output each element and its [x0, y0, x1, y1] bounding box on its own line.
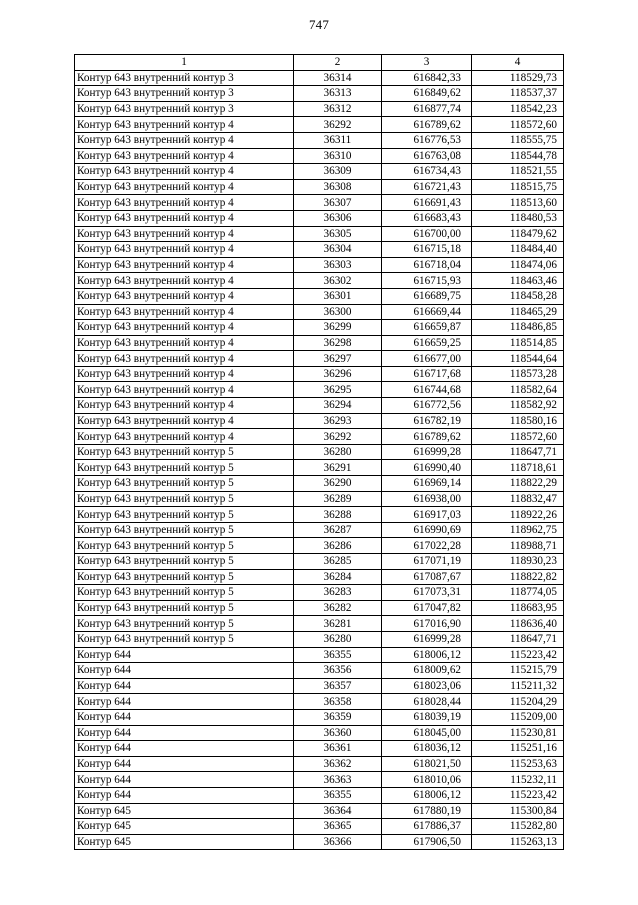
x-coordinate-cell: 618010,06	[382, 772, 472, 788]
point-number-cell: 36310	[294, 148, 382, 164]
point-number-cell: 36298	[294, 335, 382, 351]
table-body	[75, 70, 564, 850]
y-coordinate-cell: 118479,62	[472, 226, 564, 242]
contour-name-cell: Контур 643 внутренний контур 3	[75, 101, 294, 117]
y-coordinate-cell: 118474,06	[472, 257, 564, 273]
y-coordinate-cell: 118529,73	[472, 70, 564, 86]
point-number-cell: 36296	[294, 366, 382, 382]
table-row	[75, 117, 564, 133]
contour-name-cell: Контур 643 внутренний контур 4	[75, 210, 294, 226]
point-number-cell: 36355	[294, 647, 382, 663]
point-number-cell: 36292	[294, 429, 382, 445]
point-number-cell: 36293	[294, 413, 382, 429]
table-row	[75, 195, 564, 211]
x-coordinate-cell: 616721,43	[382, 179, 472, 195]
x-coordinate-cell: 617022,28	[382, 538, 472, 554]
point-number-cell: 36308	[294, 179, 382, 195]
table-row	[75, 585, 564, 601]
point-number-cell: 36297	[294, 351, 382, 367]
x-coordinate-cell: 618006,12	[382, 647, 472, 663]
contour-name-cell: Контур 643 внутренний контур 3	[75, 86, 294, 102]
x-coordinate-cell: 616683,43	[382, 210, 472, 226]
table-row	[75, 616, 564, 632]
contour-name-cell: Контур 643 внутренний контур 4	[75, 164, 294, 180]
x-coordinate-cell: 616772,56	[382, 398, 472, 414]
contour-name-cell: Контур 644	[75, 741, 294, 757]
point-number-cell: 36358	[294, 694, 382, 710]
y-coordinate-cell: 118465,29	[472, 304, 564, 320]
table-row	[75, 335, 564, 351]
x-coordinate-cell: 617016,90	[382, 616, 472, 632]
x-coordinate-cell: 617906,50	[382, 834, 472, 850]
contour-name-cell: Контур 645	[75, 834, 294, 850]
table-row	[75, 242, 564, 258]
y-coordinate-cell: 115230,81	[472, 725, 564, 741]
x-coordinate-cell: 616990,40	[382, 460, 472, 476]
point-number-cell: 36301	[294, 288, 382, 304]
table-header-row	[75, 55, 564, 71]
table-row	[75, 429, 564, 445]
x-coordinate-cell: 616938,00	[382, 491, 472, 507]
contour-name-cell: Контур 644	[75, 725, 294, 741]
contour-name-cell: Контур 643 внутренний контур 4	[75, 351, 294, 367]
x-coordinate-cell: 616669,44	[382, 304, 472, 320]
contour-name-cell: Контур 644	[75, 678, 294, 694]
table-row	[75, 86, 564, 102]
y-coordinate-cell: 118718,61	[472, 460, 564, 476]
x-coordinate-cell: 616877,74	[382, 101, 472, 117]
point-number-cell: 36307	[294, 195, 382, 211]
y-coordinate-cell: 118463,46	[472, 273, 564, 289]
table-row	[75, 756, 564, 772]
x-coordinate-cell: 616715,18	[382, 242, 472, 258]
y-coordinate-cell: 118582,92	[472, 398, 564, 414]
y-coordinate-cell: 118647,71	[472, 631, 564, 647]
y-coordinate-cell: 115300,84	[472, 803, 564, 819]
table-row	[75, 366, 564, 382]
y-coordinate-cell: 118774,05	[472, 585, 564, 601]
contour-name-cell: Контур 643 внутренний контур 5	[75, 569, 294, 585]
x-coordinate-cell: 616691,43	[382, 195, 472, 211]
y-coordinate-cell: 115223,42	[472, 787, 564, 803]
y-coordinate-cell: 115215,79	[472, 663, 564, 679]
table-row	[75, 132, 564, 148]
point-number-cell: 36285	[294, 554, 382, 570]
y-coordinate-cell: 118544,64	[472, 351, 564, 367]
point-number-cell: 36363	[294, 772, 382, 788]
table-row	[75, 834, 564, 850]
x-coordinate-cell: 617886,37	[382, 819, 472, 835]
x-coordinate-cell: 618023,06	[382, 678, 472, 694]
point-number-cell: 36312	[294, 101, 382, 117]
point-number-cell: 36314	[294, 70, 382, 86]
x-coordinate-cell: 616659,25	[382, 335, 472, 351]
point-number-cell: 36280	[294, 444, 382, 460]
contour-name-cell: Контур 643 внутренний контур 4	[75, 148, 294, 164]
y-coordinate-cell: 118988,71	[472, 538, 564, 554]
point-number-cell: 36309	[294, 164, 382, 180]
x-coordinate-cell: 616715,93	[382, 273, 472, 289]
table-row	[75, 772, 564, 788]
x-coordinate-cell: 616734,43	[382, 164, 472, 180]
table-row	[75, 741, 564, 757]
table-row	[75, 538, 564, 554]
point-number-cell: 36286	[294, 538, 382, 554]
point-number-cell: 36305	[294, 226, 382, 242]
y-coordinate-cell: 118962,75	[472, 522, 564, 538]
contour-name-cell: Контур 643 внутренний контур 4	[75, 257, 294, 273]
contour-name-cell: Контур 643 внутренний контур 4	[75, 320, 294, 336]
table-row	[75, 101, 564, 117]
contour-name-cell: Контур 644	[75, 694, 294, 710]
x-coordinate-cell: 618006,12	[382, 787, 472, 803]
contour-name-cell: Контур 643 внутренний контур 4	[75, 335, 294, 351]
table-row	[75, 398, 564, 414]
x-coordinate-cell: 616677,00	[382, 351, 472, 367]
y-coordinate-cell: 118832,47	[472, 491, 564, 507]
contour-name-cell: Контур 643 внутренний контур 5	[75, 631, 294, 647]
contour-name-cell: Контур 644	[75, 709, 294, 725]
table-row	[75, 164, 564, 180]
point-number-cell: 36280	[294, 631, 382, 647]
contour-name-cell: Контур 643 внутренний контур 5	[75, 522, 294, 538]
x-coordinate-cell: 618009,62	[382, 663, 472, 679]
contour-name-cell: Контур 644	[75, 756, 294, 772]
x-coordinate-cell: 618045,00	[382, 725, 472, 741]
point-number-cell: 36302	[294, 273, 382, 289]
table-row	[75, 444, 564, 460]
column-header-3: 3	[382, 55, 472, 71]
point-number-cell: 36311	[294, 132, 382, 148]
y-coordinate-cell: 115251,16	[472, 741, 564, 757]
column-header-2: 2	[294, 55, 382, 71]
point-number-cell: 36362	[294, 756, 382, 772]
y-coordinate-cell: 115209,00	[472, 709, 564, 725]
contour-name-cell: Контур 643 внутренний контур 4	[75, 413, 294, 429]
x-coordinate-cell: 618036,12	[382, 741, 472, 757]
point-number-cell: 36313	[294, 86, 382, 102]
point-number-cell: 36281	[294, 616, 382, 632]
table-row	[75, 694, 564, 710]
point-number-cell: 36284	[294, 569, 382, 585]
x-coordinate-cell: 616776,53	[382, 132, 472, 148]
contour-name-cell: Контур 645	[75, 819, 294, 835]
x-coordinate-cell: 616849,62	[382, 86, 472, 102]
contour-name-cell: Контур 643 внутренний контур 5	[75, 444, 294, 460]
x-coordinate-cell: 616763,08	[382, 148, 472, 164]
table-row	[75, 678, 564, 694]
point-number-cell: 36290	[294, 476, 382, 492]
table-row	[75, 522, 564, 538]
contour-name-cell: Контур 643 внутренний контур 5	[75, 585, 294, 601]
y-coordinate-cell: 118822,29	[472, 476, 564, 492]
table-row	[75, 210, 564, 226]
table-row	[75, 476, 564, 492]
x-coordinate-cell: 616782,19	[382, 413, 472, 429]
point-number-cell: 36299	[294, 320, 382, 336]
y-coordinate-cell: 118537,37	[472, 86, 564, 102]
x-coordinate-cell: 617073,31	[382, 585, 472, 601]
y-coordinate-cell: 118572,60	[472, 429, 564, 445]
table-row	[75, 787, 564, 803]
point-number-cell: 36287	[294, 522, 382, 538]
x-coordinate-cell: 618021,50	[382, 756, 472, 772]
y-coordinate-cell: 118572,60	[472, 117, 564, 133]
contour-name-cell: Контур 643 внутренний контур 5	[75, 507, 294, 523]
page-number: 747	[308, 17, 330, 32]
point-number-cell: 36356	[294, 663, 382, 679]
contour-name-cell: Контур 643 внутренний контур 4	[75, 366, 294, 382]
y-coordinate-cell: 118480,53	[472, 210, 564, 226]
table-row	[75, 554, 564, 570]
column-header-4: 4	[472, 55, 564, 71]
table-row	[75, 70, 564, 86]
table-row	[75, 148, 564, 164]
x-coordinate-cell: 618039,19	[382, 709, 472, 725]
contour-name-cell: Контур 643 внутренний контур 5	[75, 554, 294, 570]
contour-name-cell: Контур 643 внутренний контур 5	[75, 491, 294, 507]
point-number-cell: 36306	[294, 210, 382, 226]
point-number-cell: 36359	[294, 709, 382, 725]
contour-name-cell: Контур 644	[75, 772, 294, 788]
point-number-cell: 36291	[294, 460, 382, 476]
coordinates-table	[74, 54, 564, 850]
x-coordinate-cell: 617880,19	[382, 803, 472, 819]
x-coordinate-cell: 617047,82	[382, 600, 472, 616]
y-coordinate-cell: 118930,23	[472, 554, 564, 570]
y-coordinate-cell: 118573,28	[472, 366, 564, 382]
y-coordinate-cell: 118922,26	[472, 507, 564, 523]
y-coordinate-cell: 118513,60	[472, 195, 564, 211]
contour-name-cell: Контур 643 внутренний контур 4	[75, 226, 294, 242]
table-row	[75, 304, 564, 320]
x-coordinate-cell: 616744,68	[382, 382, 472, 398]
contour-name-cell: Контур 645	[75, 803, 294, 819]
y-coordinate-cell: 115204,29	[472, 694, 564, 710]
table-row	[75, 819, 564, 835]
point-number-cell: 36364	[294, 803, 382, 819]
point-number-cell: 36357	[294, 678, 382, 694]
table-row	[75, 413, 564, 429]
y-coordinate-cell: 118822,82	[472, 569, 564, 585]
y-coordinate-cell: 118521,55	[472, 164, 564, 180]
table-row	[75, 257, 564, 273]
y-coordinate-cell: 118647,71	[472, 444, 564, 460]
point-number-cell: 36304	[294, 242, 382, 258]
x-coordinate-cell: 616969,14	[382, 476, 472, 492]
table-row	[75, 709, 564, 725]
point-number-cell: 36283	[294, 585, 382, 601]
contour-name-cell: Контур 644	[75, 663, 294, 679]
x-coordinate-cell: 617087,67	[382, 569, 472, 585]
table-row	[75, 460, 564, 476]
contour-name-cell: Контур 643 внутренний контур 4	[75, 242, 294, 258]
y-coordinate-cell: 118555,75	[472, 132, 564, 148]
table-row	[75, 382, 564, 398]
table-row	[75, 803, 564, 819]
table-row	[75, 647, 564, 663]
point-number-cell: 36282	[294, 600, 382, 616]
x-coordinate-cell: 616999,28	[382, 444, 472, 460]
contour-name-cell: Контур 643 внутренний контур 4	[75, 273, 294, 289]
x-coordinate-cell: 616718,04	[382, 257, 472, 273]
table-row	[75, 663, 564, 679]
x-coordinate-cell: 618028,44	[382, 694, 472, 710]
table-row	[75, 179, 564, 195]
y-coordinate-cell: 115223,42	[472, 647, 564, 663]
x-coordinate-cell: 616999,28	[382, 631, 472, 647]
y-coordinate-cell: 118514,85	[472, 335, 564, 351]
point-number-cell: 36365	[294, 819, 382, 835]
y-coordinate-cell: 118580,16	[472, 413, 564, 429]
table-row	[75, 600, 564, 616]
x-coordinate-cell: 616917,03	[382, 507, 472, 523]
contour-name-cell: Контур 643 внутренний контур 4	[75, 288, 294, 304]
table-row	[75, 288, 564, 304]
table-row	[75, 226, 564, 242]
point-number-cell: 36366	[294, 834, 382, 850]
contour-name-cell: Контур 643 внутренний контур 3	[75, 70, 294, 86]
contour-name-cell: Контур 643 внутренний контур 4	[75, 429, 294, 445]
y-coordinate-cell: 115253,63	[472, 756, 564, 772]
x-coordinate-cell: 616990,69	[382, 522, 472, 538]
y-coordinate-cell: 115211,32	[472, 678, 564, 694]
x-coordinate-cell: 616789,62	[382, 117, 472, 133]
contour-name-cell: Контур 643 внутренний контур 4	[75, 179, 294, 195]
y-coordinate-cell: 118544,78	[472, 148, 564, 164]
contour-name-cell: Контур 643 внутренний контур 4	[75, 117, 294, 133]
contour-name-cell: Контур 643 внутренний контур 5	[75, 600, 294, 616]
point-number-cell: 36303	[294, 257, 382, 273]
contour-name-cell: Контур 643 внутренний контур 5	[75, 460, 294, 476]
point-number-cell: 36360	[294, 725, 382, 741]
column-header-1: 1	[75, 55, 294, 71]
point-number-cell: 36355	[294, 787, 382, 803]
contour-name-cell: Контур 643 внутренний контур 5	[75, 616, 294, 632]
y-coordinate-cell: 115282,80	[472, 819, 564, 835]
contour-name-cell: Контур 644	[75, 647, 294, 663]
point-number-cell: 36300	[294, 304, 382, 320]
contour-name-cell: Контур 643 внутренний контур 4	[75, 304, 294, 320]
x-coordinate-cell: 616689,75	[382, 288, 472, 304]
contour-name-cell: Контур 643 внутренний контур 4	[75, 195, 294, 211]
y-coordinate-cell: 118542,23	[472, 101, 564, 117]
table-row	[75, 351, 564, 367]
table-row	[75, 491, 564, 507]
y-coordinate-cell: 118515,75	[472, 179, 564, 195]
y-coordinate-cell: 118636,40	[472, 616, 564, 632]
point-number-cell: 36361	[294, 741, 382, 757]
point-number-cell: 36288	[294, 507, 382, 523]
y-coordinate-cell: 118582,64	[472, 382, 564, 398]
x-coordinate-cell: 617071,19	[382, 554, 472, 570]
table-row	[75, 569, 564, 585]
y-coordinate-cell: 115232,11	[472, 772, 564, 788]
point-number-cell: 36289	[294, 491, 382, 507]
y-coordinate-cell: 115263,13	[472, 834, 564, 850]
contour-name-cell: Контур 643 внутренний контур 4	[75, 398, 294, 414]
table-row	[75, 320, 564, 336]
x-coordinate-cell: 616842,33	[382, 70, 472, 86]
contour-name-cell: Контур 643 внутренний контур 5	[75, 538, 294, 554]
x-coordinate-cell: 616789,62	[382, 429, 472, 445]
table-row	[75, 507, 564, 523]
y-coordinate-cell: 118486,85	[472, 320, 564, 336]
contour-name-cell: Контур 643 внутренний контур 5	[75, 476, 294, 492]
y-coordinate-cell: 118458,28	[472, 288, 564, 304]
y-coordinate-cell: 118484,40	[472, 242, 564, 258]
table-row	[75, 631, 564, 647]
x-coordinate-cell: 616700,00	[382, 226, 472, 242]
contour-name-cell: Контур 643 внутренний контур 4	[75, 382, 294, 398]
y-coordinate-cell: 118683,95	[472, 600, 564, 616]
point-number-cell: 36292	[294, 117, 382, 133]
point-number-cell: 36295	[294, 382, 382, 398]
point-number-cell: 36294	[294, 398, 382, 414]
x-coordinate-cell: 616717,68	[382, 366, 472, 382]
x-coordinate-cell: 616659,87	[382, 320, 472, 336]
contour-name-cell: Контур 643 внутренний контур 4	[75, 132, 294, 148]
table-row	[75, 725, 564, 741]
table-row	[75, 273, 564, 289]
contour-name-cell: Контур 644	[75, 787, 294, 803]
